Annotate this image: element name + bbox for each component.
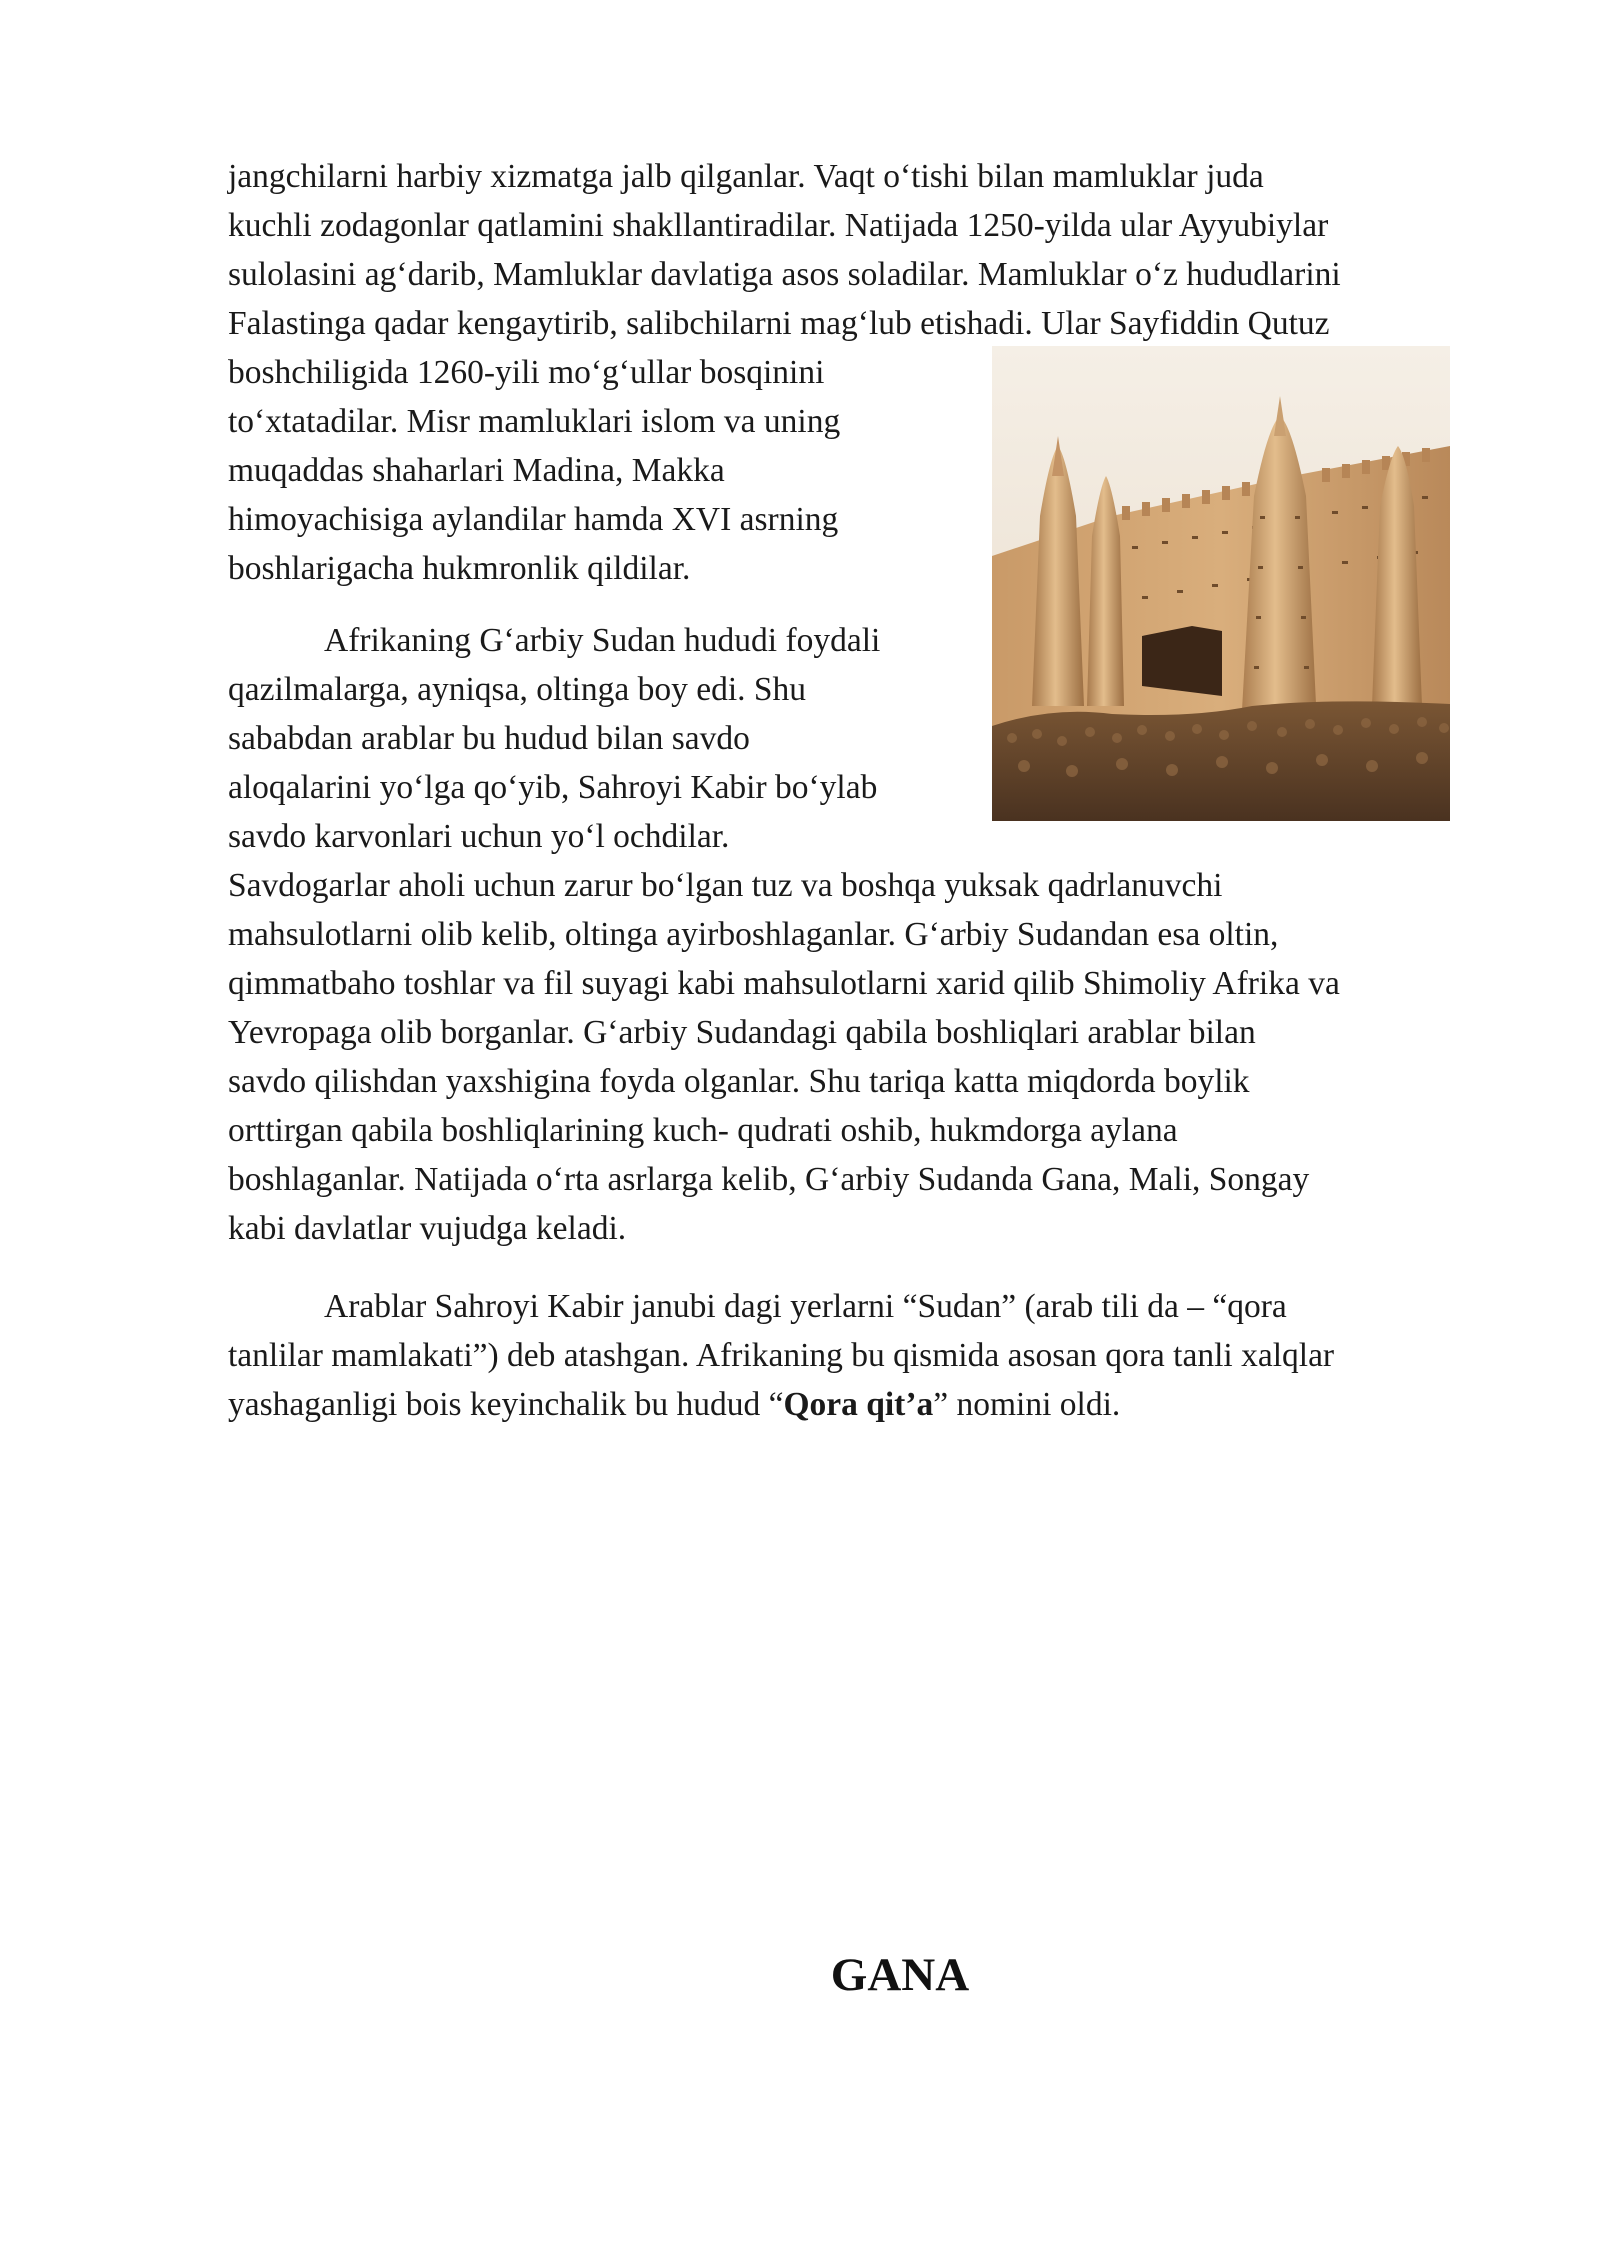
text-line: tanlilar mamlakati”) deb atashgan. Afrikaning bu qismida asosan qora tanli xalqlar: [228, 1337, 1335, 1374]
text-line: kuchli zodagonlar qatlamini shakllantiradilar. Natijada 1250-yilda ular Ayyubiylar: [228, 207, 1329, 244]
text-line: Arablar Sahroyi Kabir janubi dagi yerlarni “Sudan” (arab tili da – “qora: [324, 1288, 1287, 1325]
text-line: boshchiligida 1260-yili mo‘g‘ullar bosqinini: [228, 354, 825, 391]
text-line: qimmatbaho toshlar va fil suyagi kabi mahsulotlarni xarid qilib Shimoliy Afrika va: [228, 965, 1340, 1002]
text-line: boshlarigacha hukmronlik qildilar.: [228, 550, 691, 587]
section-heading: GANA: [830, 1949, 970, 2001]
text-line: kabi davlatlar vujudga keladi.: [228, 1210, 627, 1247]
text-line: qazilmalarga, ayniqsa, oltinga boy edi. Shu: [228, 671, 807, 708]
text-line: muqaddas shaharlari Madina, Makka: [228, 452, 725, 489]
mosque-illustration-svg: [992, 346, 1450, 821]
text-line: Afrikaning G‘arbiy Sudan hududi foydali: [324, 622, 881, 659]
text-line: to‘xtatadilar. Misr mamluklari islom va uning: [228, 403, 841, 440]
text-run: yashaganligi bois keyinchalik bu hudud “: [228, 1386, 784, 1423]
text-line: boshlaganlar. Natijada o‘rta asrlarga kelib, G‘arbiy Sudanda Gana, Mali, Songay: [228, 1161, 1310, 1198]
text-line: aloqalarini yo‘lga qo‘yib, Sahroyi Kabir bo‘ylab: [228, 769, 878, 806]
bold-term: Qora qit’a: [783, 1386, 934, 1423]
text-line: mahsulotlarni olib kelib, oltinga ayirboshlaganlar. G‘arbiy Sudandan esa oltin,: [228, 916, 1279, 953]
text-line: savdo qilishdan yaxshigina foyda olganlar. Shu tariqa katta miqdorda boylik: [228, 1063, 1250, 1100]
text-line: Yevropaga olib borganlar. G‘arbiy Sudandagi qabila boshliqlari arablar bilan: [228, 1014, 1256, 1051]
text-line: himoyachisiga aylandilar hamda XVI asrning: [228, 501, 839, 538]
mosque-illustration: [992, 346, 1450, 821]
text-line: orttirgan qabila boshliqlarining kuch- qudrati oshib, hukmdorga aylana: [228, 1112, 1178, 1149]
text-line: Falastinga qadar kengaytirib, salibchilarni mag‘lub etishadi. Ular Sayfiddin Qutuz: [228, 305, 1330, 342]
text-line: Savdogarlar aholi uchun zarur bo‘lgan tuz va boshqa yuksak qadrlanuvchi: [228, 867, 1223, 904]
text-line: sababdan arablar bu hudud bilan savdo: [228, 720, 750, 757]
text-line: savdo karvonlari uchun yo‘l ochdilar.: [228, 818, 730, 855]
text-line: sulolasini ag‘darib, Mamluklar davlatiga asos soladilar. Mamluklar o‘z hududlarini: [228, 256, 1341, 293]
text-line: jangchilarni harbiy xizmatga jalb qilganlar. Vaqt o‘tishi bilan mamluklar juda: [228, 158, 1264, 195]
text-run: ” nomini oldi.: [933, 1386, 1121, 1423]
text-line: [228, 1380, 1120, 1429]
